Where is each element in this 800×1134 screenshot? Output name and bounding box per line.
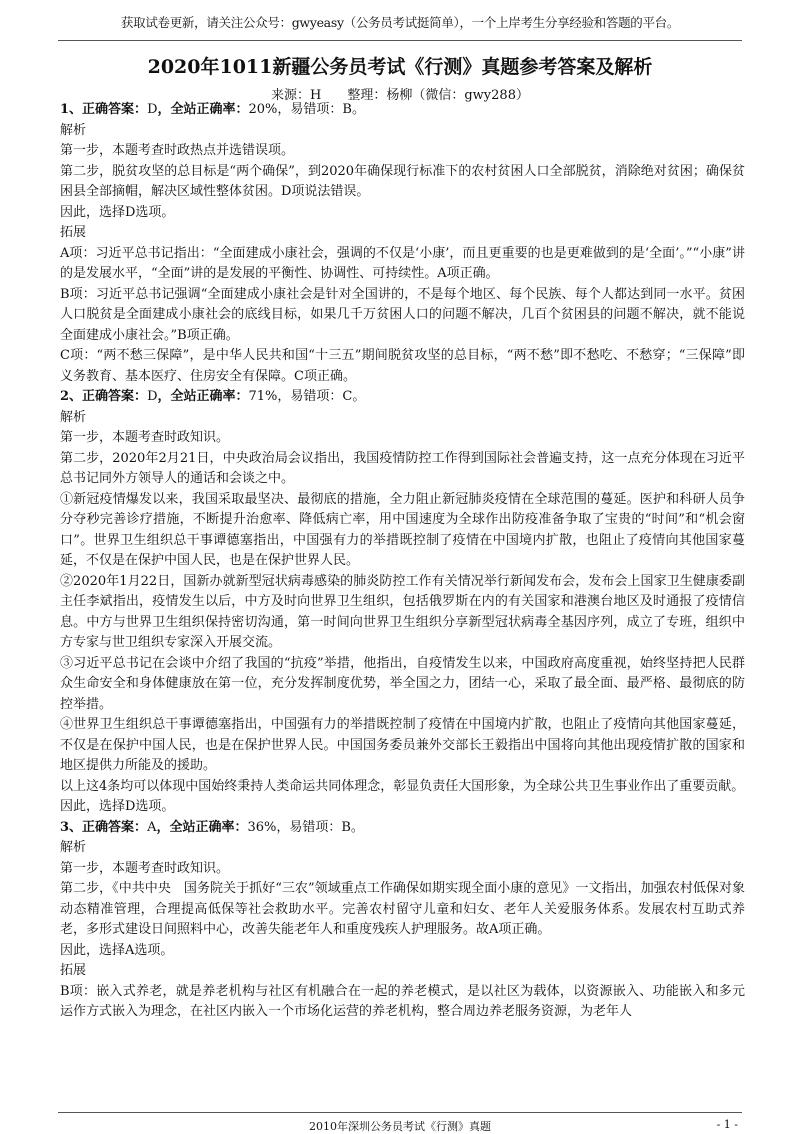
wrong-option: ，易错项：B。 — [276, 819, 364, 835]
explain-paragraph: ②2020年1月22日，国新办就新型冠状病毒感染的肺炎防控工作有关情况举行新闻发布会，发布会上国家卫生健康委副主任李斌指出，疫情发生以后，中方及时向世界卫生组织，包括俄罗斯在内的有关国家和港澳台地区及时通报了疫情信息。中方与世界卫生组织保持密切沟通，第一时间向世界卫生组织分享新型冠状病毒全基因序列，成立了专班，组织中方专家与世卫组织专家深入开展交流。 — [60, 573, 745, 650]
explain-paragraph: 第一步，本题考查时政知识。 — [60, 430, 230, 445]
extend-paragraph: B项：习近平总书记强调“全面建成小康社会是针对全国讲的，不是每个地区、每个民族、每个人都达到同一水平。贫困人口脱贫是全面建成小康社会的底线目标，如果几千万贫困人口的问题不解决，几百个贫困县的问题不解决，就不能说全面建成小康社会。”B项正确。 — [60, 286, 745, 343]
explain-paragraph: 第二步，《中共中央 国务院关于抓好“三农”领域重点工作确保如期实现全面小康的意见》一文指出，加强农村低保对象动态精准管理，合理提高低保等社会救助水平。完善农村留守儿童和妇女、老年人关爱服务体系。发展农村互助式养老，多形式建设日间照料中心，改善失能老年人和重度残疾人护理服务。故A项正确。 — [60, 881, 745, 937]
source-line: 来源：H 整理：杨柳（微信：gwy288） — [271, 88, 529, 103]
explain-paragraph: 因此，选择D选项。 — [60, 799, 175, 814]
wrong-option: ，易错项：C。 — [277, 389, 366, 404]
answer-label: 正确答案： — [82, 102, 148, 117]
question-number: 3、 — [60, 819, 83, 835]
explain-paragraph: 因此，选择A选项。 — [60, 942, 174, 958]
answer-label: 正确答案： — [82, 819, 148, 835]
question-answer-line — [60, 818, 745, 839]
explain-paragraph: 因此，选择D选项。 — [60, 204, 175, 220]
correct-rate: 36% — [247, 819, 277, 835]
extend-heading: 拓展 — [60, 963, 87, 978]
document-body — [60, 100, 745, 1023]
question-number: 1、 — [60, 102, 83, 117]
answer-label: 正确答案： — [82, 389, 148, 404]
explain-paragraph: 第二步，2020年2月21日，中央政治局会议指出，我国疫情防控工作得到国际社会普遍支持，这一点充分体现在习近平总书记同外方领导人的通话和会谈之中。 — [60, 450, 745, 486]
correct-answer: A — [147, 819, 157, 835]
rate-label: ，全站正确率： — [157, 389, 249, 404]
rate-label: ，全站正确率： — [156, 819, 248, 835]
explain-paragraph: ③习近平总书记在会谈中介绍了我国的“抗疫”举措，他指出，自疫情发生以来，中国政府高度重视，始终坚持把人民群众生命安全和身体健康放在第一位，充分发挥制度优势，举全国之力，团结一心，采取了最全面、最严格、最彻底的防控举措。 — [60, 655, 745, 712]
correct-answer: D — [147, 102, 158, 117]
document-title: 2020年1011新疆公务员考试《行测》真题参考答案及解析 — [147, 56, 653, 78]
correct-answer: D — [147, 389, 158, 404]
top-notice-bar — [58, 0, 742, 41]
explain-paragraph: 第一步，本题考查时政热点并选错误项。 — [60, 143, 295, 158]
extend-paragraph: C项：“两不愁三保障”，是中华人民共和国“十三五”期间脱贫攻坚的总目标，“两不愁”即不愁吃、不愁穿；“三保障”即义务教育、基本医疗、住房安全有保障。C项正确。 — [60, 348, 745, 384]
footer-title: 2010年深圳公务员考试《行测》真题 — [309, 1120, 491, 1133]
page-footer — [58, 1112, 742, 1133]
correct-rate: 20% — [248, 102, 278, 117]
extend-paragraph: B项：嵌入式养老，就是养老机构与社区有机融合在一起的养老模式，是以社区为载体，以资源嵌入、功能嵌入和多元运作方式嵌入为理念，在社区内嵌入一个市场化运营的养老机构，整合周边养老服务资源，为老年人 — [60, 983, 745, 1019]
explain-paragraph: ①新冠疫情爆发以来，我国采取最坚决、最彻底的措施，全力阻止新冠肺炎疫情在全球范围的蔓延。医护和科研人员争分夺秒完善诊疗措施，不断提升治愈率、降低病亡率，用中国速度为全球作出防疫准备争取了宝贵的“时间”和“机会窗口”。世界卫生组织总干事谭德塞指出，中国强有力的举措既控制了疫情在中国境内扩散，也阻止了疫情向其他国家蔓延，不仅是在保护中国人民，也是在保护世界人民。 — [60, 491, 745, 568]
explain-heading: 解析 — [60, 409, 87, 425]
extend-paragraph: A项：习近平总书记指出：“全面建成小康社会，强调的不仅是‘小康’，而且更重要的也是更难做到的是‘全面’。”“小康”讲的是发展水平，“全面”讲的是发展的平衡性、协调性、可持续性。A项正确。 — [60, 245, 745, 281]
explain-paragraph: ④世界卫生组织总干事谭德塞指出，中国强有力的举措既控制了疫情在中国境内扩散，也阻止了疫情向其他国家蔓延，不仅是在保护中国人民，也是在保护世界人民。中国国务委员兼外交部长王毅指出中国将向其他出现疫情扩散的国家和地区提供力所能及的援助。 — [60, 717, 745, 773]
extend-heading: 拓展 — [60, 225, 87, 240]
explain-paragraph: 第一步，本题考查时政知识。 — [60, 860, 230, 876]
explain-paragraph: 第二步，脱贫攻坚的总目标是“两个确保”，到2020年确保现行标准下的农村贫困人口全部脱贫，消除绝对贫困；确保贫困县全部摘帽，解决区域性整体贫困。D项说法错误。 — [60, 163, 745, 199]
top-notice-text: 获取试卷更新，请关注公众号：gwyeasy（公务员考试挺简单），一个上岸考生分享经验和答题的平台。 — [120, 15, 680, 30]
question-number: 2、 — [60, 389, 83, 404]
page-number: - 1 - — [716, 1118, 738, 1131]
question-answer-line — [60, 387, 745, 408]
rate-label: ，全站正确率： — [157, 102, 249, 117]
correct-rate: 71% — [248, 389, 278, 404]
question-answer-line — [60, 100, 745, 121]
wrong-option: ，易错项：B。 — [277, 102, 365, 117]
explain-heading: 解析 — [60, 840, 87, 855]
explain-paragraph: 以上这4条均可以体现中国始终秉持人类命运共同体理念，彰显负责任大国形象，为全球公共卫生事业作出了重要贡献。 — [60, 778, 745, 794]
explain-heading: 解析 — [60, 122, 87, 138]
